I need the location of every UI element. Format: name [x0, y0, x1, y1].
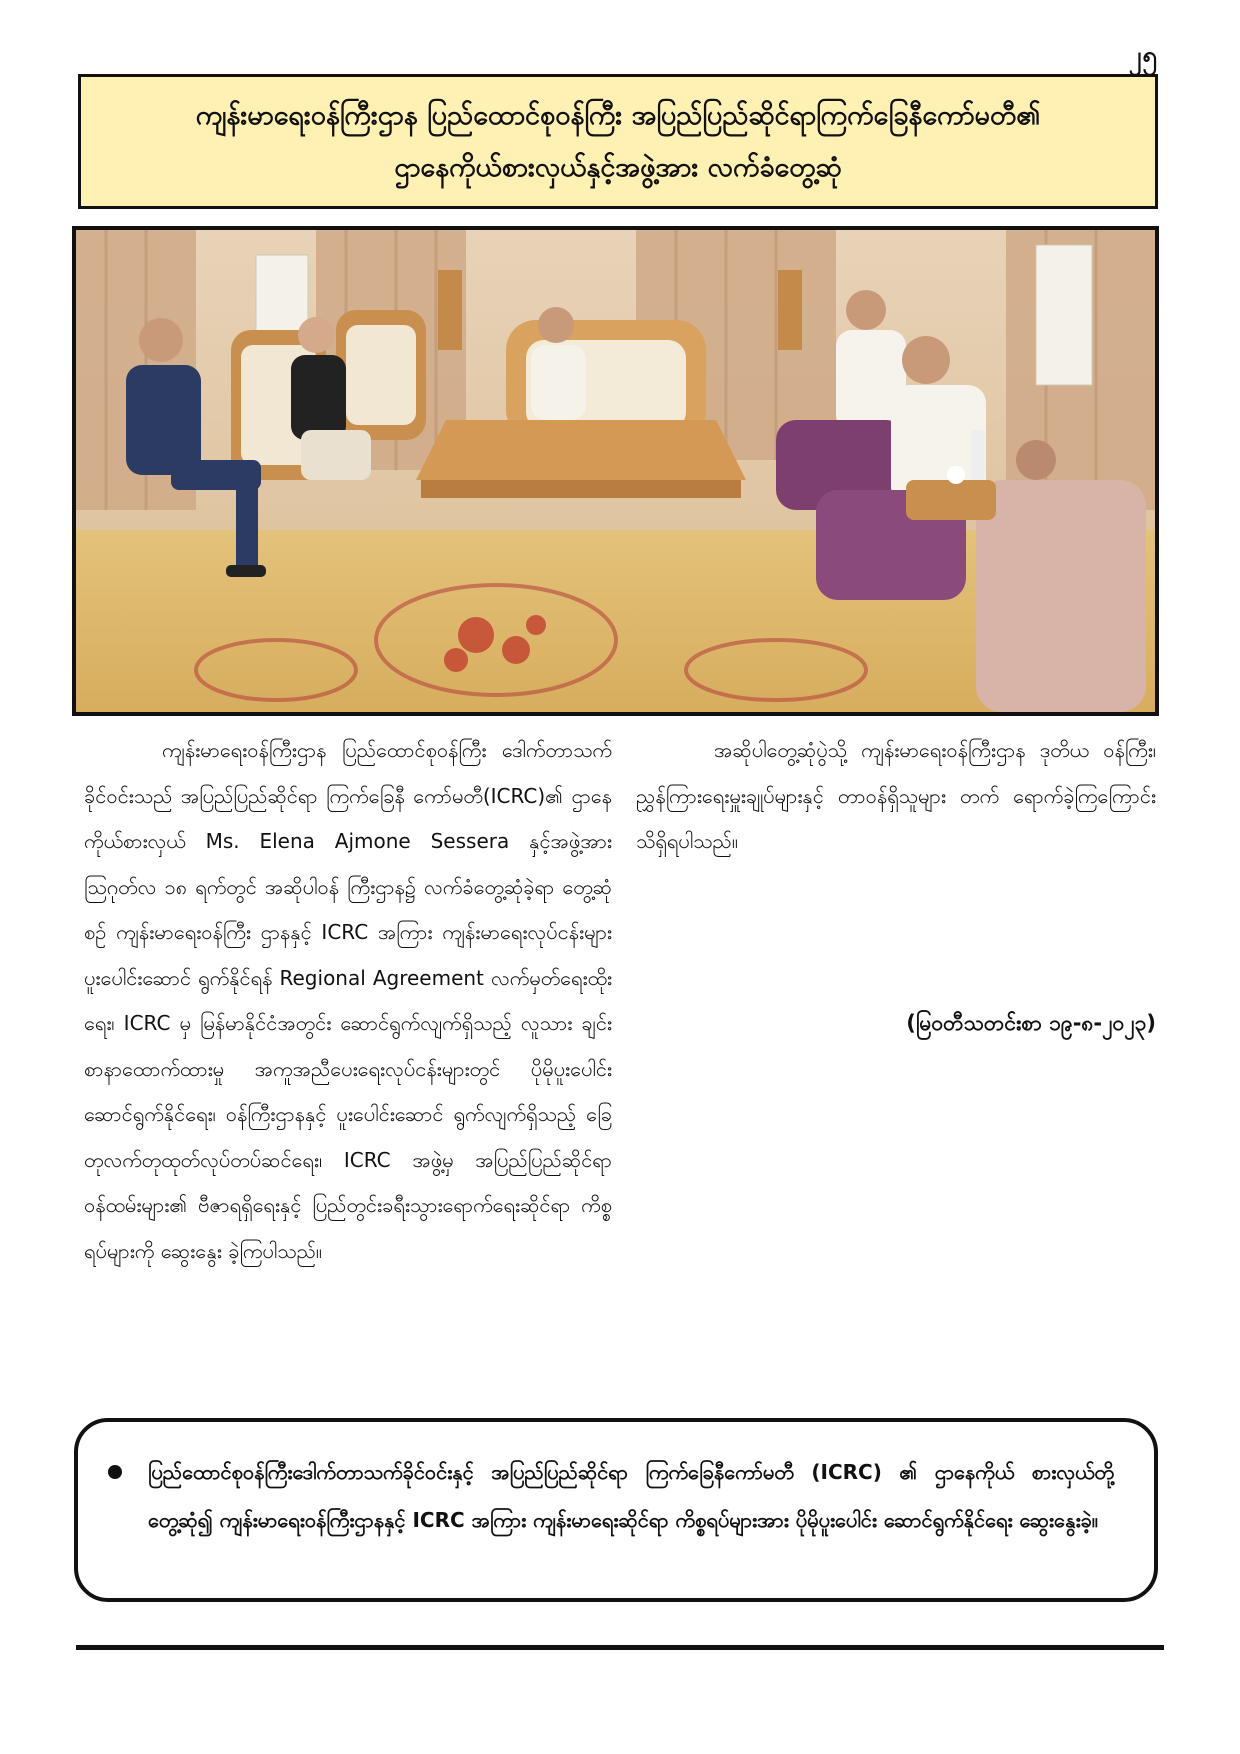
headline-line-2: ဌာနေကိုယ်စားလှယ်နှင့်အဖွဲ့အား လက်ခံတွေ့ဆုံ — [394, 151, 842, 183]
page-number: ၂၅ — [1128, 41, 1158, 71]
summary-box — [74, 1418, 1158, 1602]
water-bottle — [971, 430, 985, 480]
central-table — [416, 420, 746, 480]
meeting-photo — [72, 226, 1159, 716]
air-conditioner-right — [1036, 245, 1092, 385]
side-table-right — [906, 480, 996, 520]
tea-cup — [947, 466, 965, 484]
carved-statue-left — [438, 270, 462, 350]
summary-text: ပြည်ထောင်စုဝန်ကြီးဒေါက်တာသက်ခိုင်ဝင်းနှင့် အပြည်ပြည်ဆိုင်ရာ ကြက်ခြေနီကော်မတီ (ICRC) ၏ ဌာနေကိုယ် စားလှယ်တို့ တွေ့ဆုံ၍ ကျန်းမာရေးဝန်ကြီးဌာနနှင့် ICRC အကြား ကျန်းမာရေးဆိုင်ရာ ကိစ္စရပ်များအား ပိုမိုပူးပေါင်း ဆောင်ရွက်နိုင်ရေး ဆွေးနွေးခဲ့။ — [148, 1460, 1114, 1532]
headline-box — [78, 74, 1158, 209]
bullet-icon — [108, 1465, 122, 1479]
carved-statue-right — [778, 270, 802, 350]
news-source: (မြဝတီသတင်းစာ ၁၉-၈-၂၀၂၃) — [906, 1011, 1156, 1035]
meeting-photo-illustration — [76, 230, 1155, 712]
article-left-column: ကျန်းမာရေးဝန်ကြီးဌာန ပြည်ထောင်စုဝန်ကြီး ဒေါက်တာသက်ခိုင်ဝင်းသည် အပြည်ပြည်ဆိုင်ရာ ကြက်ခြေနီ ကော်မတီ(ICRC)၏ ဌာနေကိုယ်စားလှယ် Ms. Elena Ajmone Sessera နှင့်အဖွဲ့အား ဩဂုတ်လ ၁၈ ရက်တွင် အဆိုပါဝန် ကြီးဌာန၌ လက်ခံတွေ့ဆုံခဲ့ရာ တွေ့ဆုံစဉ် ကျန်းမာရေးဝန်ကြီး ဌာနနှင့် ICRC အကြား ကျန်းမာရေးလုပ်ငန်းများ ပူးပေါင်းဆောင် ရွက်နိုင်ရန် Regional Agreement လက်မှတ်ရေးထိုးရေး၊ ICRC မှ မြန်မာနိုင်ငံအတွင်း ဆောင်ရွက်လျက်ရှိသည့် လူသား ချင်းစာနာထောက်ထားမှု အကူအညီပေးရေးလုပ်ငန်းများတွင် ပိုမိုပူးပေါင်းဆောင်ရွက်နိုင်ရေး၊ ဝန်ကြီးဌာနနှင့် ပူးပေါင်းဆောင် ရွက်လျက်ရှိသည့် ခြေတုလက်တုထုတ်လုပ်တပ်ဆင်ရေး၊ ICRC အဖွဲ့မှ အပြည်ပြည်ဆိုင်ရာဝန်ထမ်းများ၏ ဗီဇာရရှိရေးနှင့် ပြည်တွင်းခရီးသွားရောက်ရေးဆိုင်ရာ ကိစ္စရပ်များကို ဆွေးနွေး ခဲ့ကြပါသည်။ — [84, 738, 612, 1263]
footer-rule — [76, 1645, 1164, 1650]
article-right-column: အဆိုပါတွေ့ဆုံပွဲသို့ ကျန်းမာရေးဝန်ကြီးဌာန ဒုတိယ ဝန်ကြီး၊ ညွှန်ကြားရေးမှူးချုပ်များနှင့် တာဝန်ရှိသူများ တက် ရောက်ခဲ့ကြကြောင်းသိရှိရပါသည်။ — [636, 738, 1156, 853]
headline-line-1: ကျန်းမာရေးဝန်ကြီးဌာန ပြည်ထောင်စုဝန်ကြီး အပြည်ပြည်ဆိုင်ရာကြက်ခြေနီကော်မတီ၏ — [195, 99, 1041, 131]
